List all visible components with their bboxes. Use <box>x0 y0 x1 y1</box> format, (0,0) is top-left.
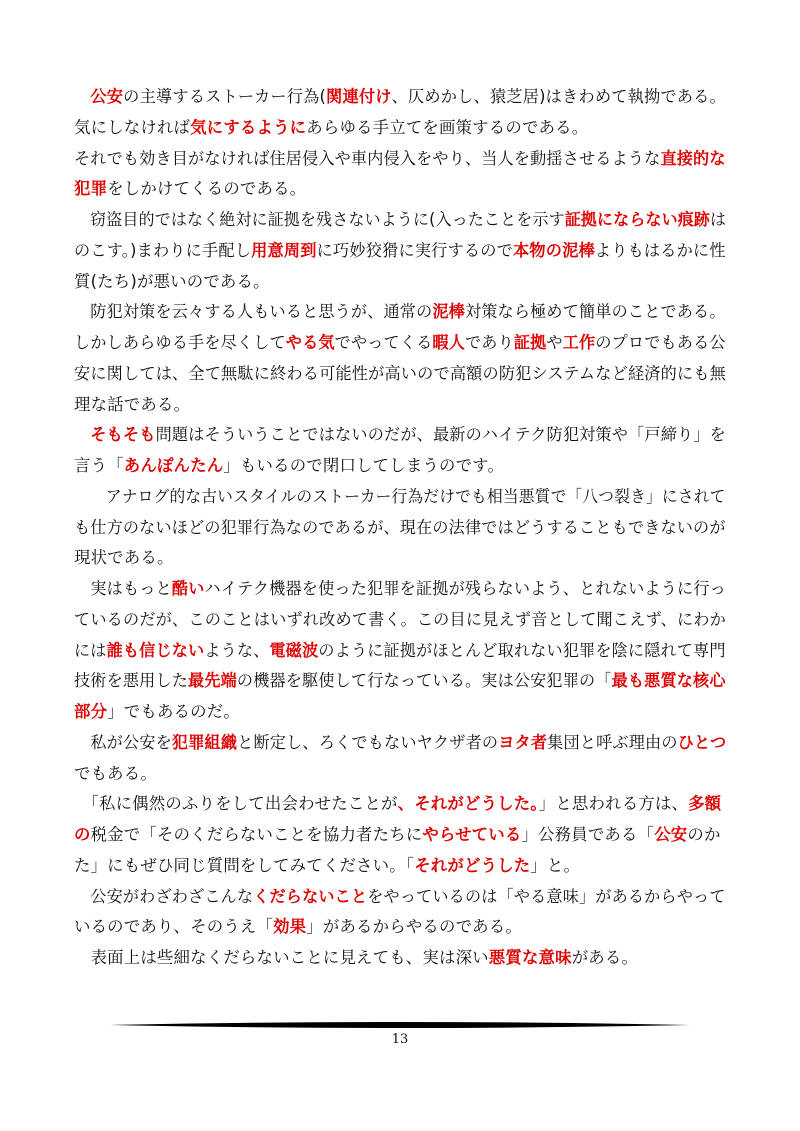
text-line <box>74 636 726 666</box>
text-segment: 、仄めかし、猿芝居)はきわめて執拗である。 <box>391 87 726 106</box>
text-line <box>74 390 724 420</box>
text-segment: 質(たち)が悪いのである。 <box>74 271 270 291</box>
text-segment: や <box>546 333 563 352</box>
highlighted-phrase: 電磁波 <box>269 640 319 660</box>
highlighted-phrase: ひとつ <box>677 732 727 752</box>
text-segment: がある。 <box>571 948 639 967</box>
highlighted-phrase: 本物の泥棒 <box>513 240 595 260</box>
highlighted-phrase: 工作 <box>562 333 596 352</box>
text-segment: アナログ的な古いスタイルのストーカー行為だけでも相当悪質で「八つ裂き」にされて <box>74 486 726 506</box>
text-line <box>74 728 727 758</box>
text-segment: も仕方のないほどの犯罪行為なのであるが、現在の法律ではどうすることもできないのが <box>74 517 726 537</box>
text-line <box>74 267 724 297</box>
text-line <box>74 574 726 604</box>
text-segment: 対策なら極めて簡単のことである。 <box>464 302 726 322</box>
highlighted-phrase: 最先端 <box>188 671 237 691</box>
text-line <box>74 328 726 358</box>
text-segment: 現状である。 <box>74 548 174 568</box>
highlighted-phrase: それがどうした <box>414 855 531 875</box>
text-line <box>74 912 724 942</box>
text-line <box>74 236 726 266</box>
text-segment: 」でもあるのだ。 <box>107 702 240 721</box>
page-number: 13 <box>391 1032 409 1047</box>
text-segment: 「私に偶然のふりをして出会わせたことが <box>74 794 398 814</box>
text-segment: でやってくる <box>334 333 433 352</box>
text-segment: 集団と呼ぶ理由の <box>547 732 678 752</box>
text-segment: 表面上は些細なくだらないことに見えても、実は深い <box>74 948 489 967</box>
text-segment: であり <box>464 333 514 352</box>
text-segment: しかしあらゆる手を尽くして <box>74 333 286 352</box>
highlighted-phrase: 犯罪組織 <box>171 732 238 752</box>
text-segment: 」と思われる方は、 <box>538 794 689 814</box>
highlighted-phrase: 証拠 <box>513 333 547 352</box>
text-line <box>74 759 724 789</box>
text-segment: ているのだが、このことはいずれ改めて書く。この目に見えず音として聞こえず、にわか <box>74 609 726 629</box>
text-segment: それでも効き目がなければ住居侵入や車内侵入をやり、当人を動揺させるような <box>74 148 661 168</box>
text-line <box>74 543 724 573</box>
text-segment: の主導するストーカー行為( <box>123 87 327 106</box>
text-segment: ハイテク機器を使った犯罪を証拠が残らないよう、とれないように行っ <box>204 579 726 598</box>
highlighted-phrase: 公安 <box>654 825 688 844</box>
text-segment: 気にしなければ <box>74 117 191 137</box>
highlighted-phrase: 関連付け <box>326 87 392 106</box>
highlighted-phrase: 最も悪質な核心 <box>611 671 726 691</box>
highlighted-phrase: 直接的な <box>660 148 726 168</box>
highlighted-phrase: 気にするように <box>190 117 307 137</box>
text-line <box>74 205 727 235</box>
text-segment: 言う「 <box>74 456 124 475</box>
highlighted-phrase: 、それがどうした。 <box>397 794 539 814</box>
text-line <box>74 666 726 696</box>
text-line <box>74 174 724 204</box>
text-segment: 防犯対策を云々する人もいると思うが、通常の <box>74 302 433 322</box>
text-segment: 実はもっと <box>74 579 172 598</box>
text-segment: には <box>74 640 107 660</box>
highlighted-phrase: 多額 <box>688 794 722 814</box>
text-segment: 」もいるので閉口してしまうのです。 <box>223 456 505 475</box>
text-segment: のこす。)まわりに手配し <box>74 240 252 260</box>
text-line <box>74 359 726 389</box>
text-line <box>74 113 724 143</box>
text-segment: に巧妙狡猾に実行するので <box>316 240 514 260</box>
text-segment: 」公務員である「 <box>521 825 655 844</box>
highlighted-phrase: ヨタ者 <box>498 732 548 752</box>
highlighted-phrase: 証拠にならない痕跡 <box>564 210 711 229</box>
text-segment: をしかけてくるのである。 <box>107 179 307 199</box>
text-segment: 窃盗目的ではなく絶対に証拠を残さないように(入ったことを示す <box>74 210 565 229</box>
text-segment: 安に関しては、全て無駄に終わる可能性が高いので高額の防犯システムなど経済的にも無 <box>74 363 726 383</box>
highlighted-phrase: 部分 <box>74 702 108 721</box>
text-line <box>74 697 724 727</box>
highlighted-phrase: 泥棒 <box>432 302 465 322</box>
text-line <box>74 605 726 635</box>
text-line <box>74 482 726 512</box>
text-segment: た」にもぜひ同じ質問をしてみてください。「 <box>74 855 415 875</box>
footer-rule <box>110 1020 690 1030</box>
highlighted-phrase: 誰も信じない <box>106 640 205 660</box>
text-line <box>74 420 726 450</box>
text-segment: 税金で「そのくだらないことを協力者たちに <box>90 825 423 844</box>
highlighted-phrase: 悪質な意味 <box>488 948 572 967</box>
highlighted-phrase: 犯罪 <box>74 179 108 199</box>
highlighted-phrase: 公安 <box>90 87 124 106</box>
text-segment: あらゆる手立てを画策するのである。 <box>306 117 589 137</box>
text-line <box>74 451 724 481</box>
text-segment: よりもはるかに性 <box>594 240 726 260</box>
highlighted-phrase: そもそも <box>90 425 156 445</box>
highlighted-phrase: 効果 <box>273 917 307 937</box>
highlighted-phrase: くだらないこと <box>253 886 368 906</box>
text-line <box>74 943 724 973</box>
text-segment: いるのであり、そのうえ「 <box>74 917 274 937</box>
text-segment: 」と。 <box>530 855 581 875</box>
text-segment: と断定し、ろくでもないヤクザ者の <box>237 732 499 752</box>
highlighted-phrase: あんぽんたん <box>123 456 224 475</box>
highlighted-phrase: やらせている <box>422 825 522 844</box>
text-segment: のように証拠がほとんど取れない犯罪を陰に隠れて専門 <box>318 640 726 660</box>
text-line <box>74 820 724 850</box>
highlighted-phrase: 暇人 <box>432 333 465 352</box>
text-line <box>74 82 726 112</box>
text-segment: のか <box>687 825 721 844</box>
text-segment: 問題はそういうことではないのだが、最新のハイテク防犯対策や「戸締り」を <box>155 425 726 445</box>
text-segment: は <box>710 210 727 229</box>
text-segment: 」があるからやるのである。 <box>306 917 522 937</box>
highlighted-phrase: やる気 <box>285 333 335 352</box>
text-segment: のプロでもある公 <box>595 333 726 352</box>
text-segment: 技術を悪用した <box>74 671 189 691</box>
text-segment: 理な話である。 <box>74 394 191 414</box>
highlighted-phrase: 酷い <box>171 579 205 598</box>
text-segment: の機器を駆使して行なっている。実は公安犯罪の「 <box>236 671 612 691</box>
text-segment: でもある。 <box>74 763 157 783</box>
text-line <box>74 882 726 912</box>
text-line <box>74 144 726 174</box>
text-segment: 公安がわざわざこんな <box>74 886 254 906</box>
text-segment: 私が公安を <box>74 732 172 752</box>
highlighted-phrase: 用意周到 <box>251 240 317 260</box>
text-segment: ような、 <box>204 640 270 660</box>
highlighted-phrase: の <box>74 825 91 844</box>
text-segment <box>74 425 90 444</box>
text-segment: をやっているのは「やる意味」があるからやって <box>367 886 726 906</box>
text-line <box>74 513 726 543</box>
text-line <box>74 851 724 881</box>
text-line <box>74 297 726 327</box>
text-line <box>74 789 724 819</box>
text-segment <box>74 87 90 106</box>
